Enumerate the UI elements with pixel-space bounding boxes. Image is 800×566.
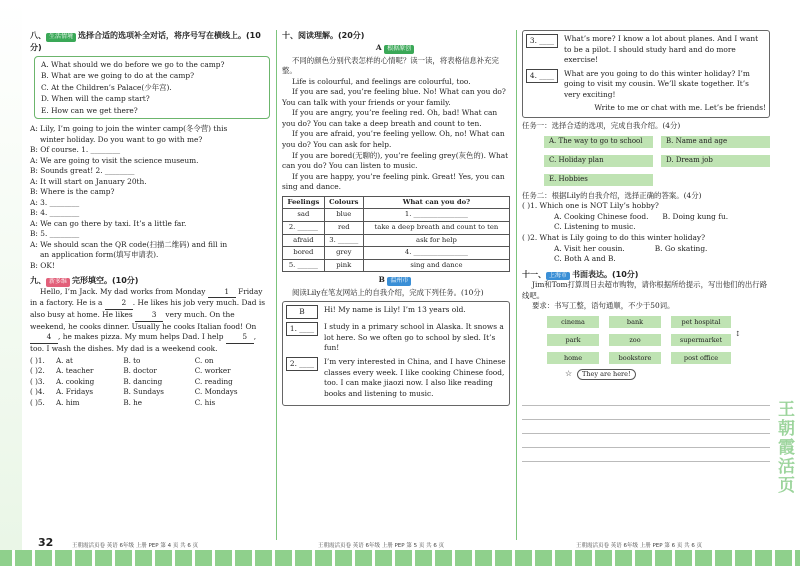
table-cell: grey (324, 247, 363, 260)
choice: C. on (194, 356, 214, 366)
map-place: home (547, 352, 599, 364)
dialogue-line: A: We can go there by taxi. It’s a little far. (30, 218, 187, 228)
cloze-blank[interactable]: 1 (208, 287, 236, 299)
section-9-number: 九、 (30, 276, 46, 286)
dialogue-line: A: Lily, I’m going to join the winter camp(冬令营) this (30, 124, 228, 134)
dialogue-line: A: We should scan the QR code(扫描二维码) and fill in (30, 239, 228, 249)
profile-row (286, 322, 506, 354)
question-2-options (522, 244, 770, 265)
choice: C. Mondays (194, 387, 238, 397)
map-place: bookstore (609, 352, 661, 364)
passage-text: Friday in a factory. He is a (30, 286, 263, 308)
route-map (547, 316, 741, 388)
option-item: D. When will the camp start? (41, 94, 150, 104)
profile-text: What’s more? I know a lot about planes. And I want to be a pilot. I should study hard and do more exercise! (564, 34, 759, 65)
map-place: pet hospital (671, 316, 731, 328)
cloze-blank[interactable]: 5 (226, 332, 254, 344)
option-item: B. What are we going to do at the camp? (41, 71, 195, 81)
part-b-tag: 温州市 (387, 277, 411, 286)
map-place: post office (671, 352, 731, 364)
cloze-blank[interactable]: 2 (105, 298, 133, 310)
table-cell: pink (324, 259, 363, 272)
dialogue-line: A: 3. ________ (30, 197, 80, 207)
choice: B. dancing (123, 376, 163, 386)
table-row (283, 234, 510, 247)
reading-line: If you are sad, you’re feeling blue. No! What can you do? You can talk with your friends or your family. (282, 87, 506, 107)
task-1-options (544, 134, 770, 188)
table-cell: ask for help (363, 234, 509, 247)
part-a-header (282, 43, 510, 54)
table-row (283, 247, 510, 260)
choice: B. Go skating. (654, 243, 708, 253)
task-2-instruction: 任务二：根据Lily的自我介绍，选择正确的答案。(4分) (522, 190, 702, 200)
part-b-instruction: 阅读Lily在笔友网站上的自我介绍，完成下列任务。(10分) (292, 287, 484, 297)
column-3 (522, 30, 770, 464)
writing-lines[interactable] (522, 394, 770, 462)
option-item: E. How can we get there? (41, 105, 138, 115)
column-header: What can you do? (363, 196, 509, 209)
question-number[interactable]: ( )5. (30, 397, 45, 407)
choice: B. Doing kung fu. (662, 211, 729, 221)
table-row (30, 366, 270, 376)
column-1 (30, 30, 270, 408)
map-place: supermarket (671, 334, 731, 346)
star-icon: ☆ (565, 368, 573, 378)
table-cell: sing and dance (363, 259, 509, 272)
choice: C. reading (194, 376, 233, 386)
reading-line: If you are angry, you’re feeling red. Oh, bad! What can you do? You can take a deep breath and count to ten. (282, 108, 498, 128)
footer-right: 王朝霞活页卷 英语 6年级 上册 PEP 第 6 页 共 6 页 (576, 543, 703, 549)
map-place: bank (609, 316, 661, 328)
question-number[interactable]: ( )1. (30, 356, 45, 366)
answer-slot[interactable]: 3. ____ (526, 34, 558, 48)
choice: A. cooking (55, 376, 95, 386)
question-2[interactable]: ( )2. What is Lily going to do this winter holiday? (522, 233, 706, 242)
part-b-label: B (378, 275, 385, 285)
table-cell[interactable]: 4. ________________ (363, 247, 509, 260)
answer-slot[interactable]: 2. ____ (286, 357, 318, 371)
choice: A. at (55, 356, 73, 366)
table-row (30, 387, 270, 397)
option-item: C. At the Children’s Palace(少年宫). (41, 82, 172, 92)
cloze-blank[interactable]: 4 (30, 332, 58, 344)
section-9-instruction: 完形填空。(10分) (72, 276, 139, 286)
column-divider (276, 30, 277, 540)
profile-row (526, 69, 766, 101)
table-cell[interactable]: 3. ______ (324, 234, 363, 247)
reading-line: If you are happy, you’re feeling pink. Great! Yes, you can sing and dance. (282, 171, 505, 192)
option-item: A. What should we do before we go to the camp? (41, 59, 225, 69)
dialogue-line: B: 5. ________ (30, 229, 80, 239)
choice: C. Listening to music. (554, 222, 636, 232)
compass-icon: ↕ (735, 329, 741, 338)
section-11-tag: 上海市 (546, 272, 570, 281)
cloze-blank[interactable]: 3 (135, 310, 163, 322)
writing-requirements: 要求：书写工整，语句通顺，不少于50词。 (532, 301, 675, 311)
dialogue-line: A: It will start on January 20th. (30, 176, 147, 186)
passage-text: , too. I wash the dishes. My dad is a weekend cook. (30, 332, 257, 353)
part-a-tag: 根据原创 (384, 45, 414, 54)
choice: C. worker (194, 366, 231, 376)
question-number[interactable]: ( )2. (30, 366, 45, 376)
bottom-strip (0, 550, 800, 566)
section-9-header (30, 275, 270, 287)
table-cell: take a deep breath and count to ten (363, 221, 509, 234)
column-header: Colours (324, 196, 363, 209)
choice: A. teacher (55, 366, 94, 376)
dialogue (30, 124, 270, 271)
task-option: C. Holiday plan (544, 155, 653, 167)
table-cell: sad (283, 209, 325, 222)
writing-prompt: Jim和Tom打算周日去超市购物，请你根据所给提示，写出他们的出行路线吧。 (522, 280, 768, 300)
table-cell[interactable]: 1. ________________ (363, 209, 509, 222)
task-option: D. Dream job (661, 155, 770, 167)
answer-slot[interactable]: B (286, 305, 318, 319)
reading-line: Life is colourful, and feelings are colourful, too. (292, 76, 471, 86)
column-2 (282, 30, 510, 406)
table-cell: blue (324, 209, 363, 222)
passage-text: , he makes pizza. My mum helps Dad. I help (58, 332, 226, 342)
profile-row (286, 305, 506, 319)
table-row (30, 377, 270, 387)
profile-box (282, 301, 510, 406)
choice: B. doctor (123, 366, 157, 376)
choice: C. Both A and B. (554, 254, 616, 264)
choice: A. Visit her cousin. (554, 243, 625, 253)
choice: A. Cooking Chinese food. (554, 211, 649, 221)
question-number[interactable]: ( )3. (30, 376, 45, 386)
task-option: B. Name and age (661, 136, 770, 148)
dialogue-line: B: Where is the camp? (30, 187, 115, 197)
cloze-options-table (30, 356, 270, 408)
column-divider (516, 30, 517, 540)
left-decoration (0, 0, 22, 566)
task-option: A. The way to go to school (544, 136, 653, 148)
cloze-passage (30, 287, 270, 354)
dialogue-line: an application form(填写申请表). (40, 250, 159, 260)
profile-box-continued (522, 30, 770, 118)
map-place: zoo (609, 334, 661, 346)
question-number[interactable]: ( )4. (30, 387, 45, 397)
reading-intro: 不同的颜色分别代表怎样的心情呢？读一读，将表格信息补充完整。 (282, 55, 499, 76)
part-a-label: A (375, 43, 382, 53)
dialogue-line: B: 4. ________ (30, 208, 80, 218)
passage-text: . He likes his job very much. Dad is also busy at home. He likes (30, 298, 266, 319)
passage-text: Hello, I’m Jack. My dad works from Monday (40, 286, 208, 296)
reading-line: If you are bored(无聊的), you’re feeling grey(灰色的). What can you do? You can listen to music. (282, 150, 509, 171)
section-9-tag: 新多维 (46, 278, 70, 287)
dialogue-line: winter holiday. Do you want to go with me? (40, 134, 203, 144)
table-row (283, 259, 510, 272)
choice: B. to (123, 356, 141, 366)
table-cell: bored (283, 247, 325, 260)
column-header: Feelings (283, 196, 325, 209)
section-8-tag: 生活情境 (46, 33, 76, 42)
table-row (283, 209, 510, 222)
map-place: cinema (547, 316, 599, 328)
part-b-header (282, 275, 510, 286)
profile-text: I study in a primary school in Alaska. It snows a lot here. So we often go to school by sled. It’s fun! (324, 322, 504, 353)
dialogue-line: A: We are going to visit the science museum. (30, 155, 199, 165)
you-are-here-bubble: They are here! (577, 369, 636, 380)
dialogue-line: B: Sounds great! 2. ________ (30, 166, 135, 176)
profile-text: Hi! My name is Lily! I’m 13 years old. (324, 305, 466, 315)
dialogue-line: B: Of course. 1. ________ (30, 145, 121, 155)
side-logo: 王朝霞活页 (774, 400, 794, 495)
reading-line: If you are afraid, you’re feeling yellow. Oh, no! What can you do? You can ask for help. (282, 129, 505, 149)
dialogue-line: B: OK! (30, 260, 55, 270)
footer-middle: 王朝霞活页卷 英语 6年级 上册 PEP 第 5 页 共 6 页 (318, 543, 445, 549)
table-cell: afraid (283, 234, 325, 247)
table-cell: red (324, 221, 363, 234)
footer-left: 王朝霞活页卷 英语 6年级 上册 PEP 第 4 页 共 6 页 (72, 543, 199, 549)
table-cell[interactable]: 2. ______ (283, 221, 325, 234)
section-8-instruction: 选择合适的选项补全对话，将序号写在横线上。(10分) (30, 31, 261, 52)
question-1[interactable]: ( )1. Which one is NOT Lily’s hobby? (522, 201, 659, 211)
passage-text: very much. On the weekend, he cooks dinner. Usually he cooks Italian food! On (30, 309, 257, 331)
choice: B. he (123, 397, 143, 407)
choice: A. Fridays (55, 387, 94, 397)
task-1-instruction: 任务一：选择合适的选项，完成自我介绍。(4分) (522, 120, 681, 130)
table-cell[interactable]: 5. ______ (283, 259, 325, 272)
choice: B. Sundays (123, 387, 164, 397)
section-8-number: 八、 (30, 31, 46, 40)
table-row (30, 398, 270, 408)
section-11-header (522, 269, 770, 281)
options-box (34, 56, 270, 119)
page-number: 32 (38, 536, 54, 549)
table-row (30, 356, 270, 366)
choice: A. him (55, 397, 80, 407)
question-1-options (522, 212, 770, 233)
profile-row (286, 357, 506, 399)
answer-slot[interactable]: 4. ____ (526, 69, 558, 83)
profile-text: I’m very interested in China, and I have Chinese classes every week. I like cooking Chinese food, too. I can make jiaozi now. I also like reading books and listening to music. (324, 357, 506, 398)
choice: C. his (194, 397, 216, 407)
profile-signoff: Write to me or chat with me. Let’s be friends! (594, 103, 766, 113)
profile-row (526, 34, 766, 66)
section-11-instruction: 书面表达。(10分) (572, 269, 639, 279)
task-option: E. Hobbies (544, 174, 653, 186)
section-10-header: 十、阅读理解。(20分) (282, 31, 365, 40)
answer-slot[interactable]: 1. ____ (286, 322, 318, 336)
profile-text: What are you going to do this winter holiday? I’m going to visit my cousin. We’ll skate together. It’s very exciting! (564, 68, 750, 99)
table-header-row (283, 196, 510, 209)
section-8-header (30, 30, 270, 53)
section-11-number: 十一、 (522, 269, 546, 279)
table-row (283, 221, 510, 234)
map-place: park (547, 334, 599, 346)
feelings-table (282, 196, 510, 273)
